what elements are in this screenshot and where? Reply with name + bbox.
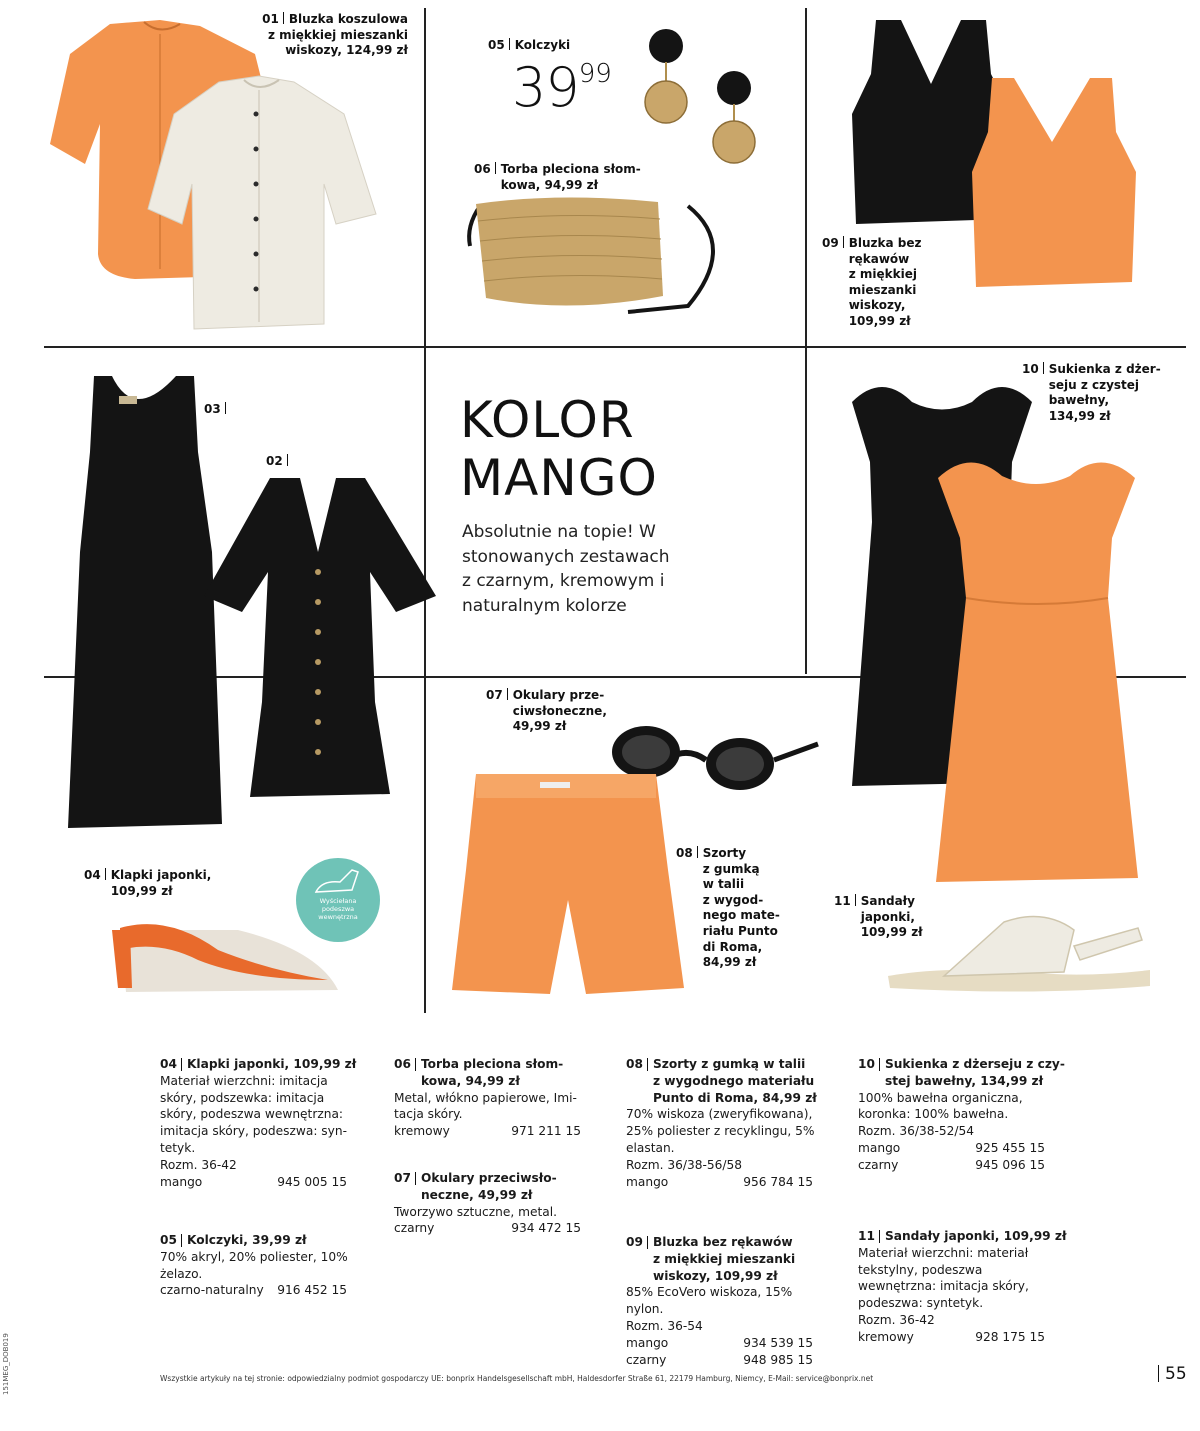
page-number-value: 55 bbox=[1165, 1364, 1187, 1384]
variant-code: 956 784 15 bbox=[743, 1174, 813, 1189]
label-number: 09 bbox=[822, 236, 839, 250]
spec-variant-row bbox=[394, 1220, 609, 1237]
variant-color: mango bbox=[626, 1335, 669, 1350]
label-number: 10 bbox=[1022, 362, 1039, 376]
label-number: 11 bbox=[834, 894, 851, 908]
spec-11 bbox=[858, 1228, 1073, 1346]
spec-variant-row bbox=[626, 1352, 841, 1369]
variant-color: czarny bbox=[626, 1352, 667, 1367]
spec-09 bbox=[626, 1234, 841, 1369]
label-text: Sukienka z dżer- seju z czystej bawełny, 134,99 zł bbox=[1048, 362, 1161, 423]
spec-title: Sandały japonki, 109,99 zł bbox=[884, 1229, 1067, 1243]
spec-number: 07 bbox=[394, 1171, 411, 1185]
label-06 bbox=[474, 162, 641, 193]
spec-title: Okulary przeciwsło- neczne, 49,99 zł bbox=[420, 1171, 557, 1202]
spec-body: Tworzywo sztuczne, metal. bbox=[394, 1204, 557, 1219]
label-text: Bluzka bez rękawów z miękkiej mieszanki wiskozy, 109,99 zł bbox=[848, 236, 922, 328]
spec-variant-row bbox=[858, 1157, 1073, 1174]
spec-05 bbox=[160, 1232, 375, 1299]
spec-variant-row bbox=[858, 1329, 1073, 1346]
spec-body: 70% akryl, 20% poliester, 10% żelazo. bbox=[160, 1249, 348, 1281]
price-main: 39 bbox=[512, 56, 579, 119]
variant-code: 945 005 15 bbox=[277, 1174, 347, 1189]
variant-color: mango bbox=[858, 1141, 901, 1156]
label-02 bbox=[266, 454, 293, 470]
variant-code: 971 211 15 bbox=[511, 1124, 581, 1139]
label-03 bbox=[204, 402, 231, 418]
spec-08 bbox=[626, 1056, 841, 1191]
variant-code: 945 096 15 bbox=[975, 1157, 1045, 1172]
insole-badge-text: Wyściełana podeszwa wewnętrzna bbox=[318, 897, 358, 921]
label-text: Kolczyki bbox=[514, 38, 571, 52]
spec-variant-row bbox=[160, 1174, 375, 1191]
label-number: 06 bbox=[474, 162, 491, 176]
label-number: 03 bbox=[204, 402, 221, 416]
spec-body: Metal, włókno papierowe, Imi- tacja skóry. bbox=[394, 1090, 577, 1122]
spec-title: Sukienka z dżerseju z czy- stej bawełny, 134,99 zł bbox=[884, 1057, 1065, 1088]
spec-title: Szorty z gumką w talii z wygodnego materiału Punto di Roma, 84,99 zł bbox=[652, 1057, 817, 1105]
label-text: Klapki japonki, 109,99 zł bbox=[110, 868, 212, 898]
label-04 bbox=[84, 868, 211, 899]
label-09 bbox=[822, 236, 921, 330]
divider-v-right bbox=[805, 8, 807, 674]
spec-variant-row bbox=[160, 1282, 375, 1299]
variant-code: 928 175 15 bbox=[975, 1329, 1045, 1344]
sleeveless-orange-illustration bbox=[964, 72, 1144, 292]
variant-code: 925 455 15 bbox=[975, 1141, 1045, 1156]
variant-color: czarno-naturalny bbox=[160, 1283, 264, 1298]
spec-number: 11 bbox=[858, 1229, 875, 1243]
label-number: 05 bbox=[488, 38, 505, 52]
label-number: 01 bbox=[262, 12, 279, 26]
earrings-illustration bbox=[636, 24, 786, 174]
spec-title: Kolczyki, 39,99 zł bbox=[186, 1233, 307, 1247]
spec-body: 70% wiskoza (zweryfikowana), 25% poliester z recyklingu, 5% elastan. Rozm. 36/38-56/58 bbox=[626, 1107, 815, 1172]
spec-number: 08 bbox=[626, 1057, 643, 1071]
spec-04 bbox=[160, 1056, 375, 1191]
page-title: KOLOR MANGO bbox=[460, 391, 658, 507]
spec-title: Bluzka bez rękawów z miękkiej mieszanki wiskozy, 109,99 zł bbox=[652, 1235, 796, 1283]
spec-number: 09 bbox=[626, 1235, 643, 1249]
variant-code: 934 539 15 bbox=[743, 1335, 813, 1350]
spec-number: 06 bbox=[394, 1057, 411, 1071]
legal-footer: Wszystkie artykuły na tej stronie: odpowiedzialny podmiot gospodarczy UE: bonprix Handelsgesellschaft mbH, Haldesdorfer Straße 61, 22179 Hamburg, Niemcy, E-Mail: service@bonprix.net bbox=[160, 1374, 874, 1383]
spec-body: 100% bawełna organiczna, koronka: 100% bawełna. Rozm. 36/38-52/54 bbox=[858, 1090, 1023, 1139]
side-code: 151MEG_DOB019 bbox=[2, 1333, 10, 1395]
label-10 bbox=[1022, 362, 1161, 424]
label-01 bbox=[204, 12, 408, 59]
shorts-illustration bbox=[446, 770, 686, 1000]
variant-code: 948 985 15 bbox=[743, 1352, 813, 1367]
straw-bag-illustration bbox=[458, 186, 728, 326]
label-05 bbox=[488, 38, 570, 54]
variant-color: czarny bbox=[394, 1221, 435, 1236]
divider-h-top bbox=[44, 346, 1186, 348]
label-07 bbox=[486, 688, 607, 735]
label-number: 04 bbox=[84, 868, 101, 882]
variant-color: kremowy bbox=[858, 1329, 914, 1344]
label-number: 07 bbox=[486, 688, 503, 702]
page-number bbox=[1158, 1364, 1187, 1384]
spec-variant-row bbox=[394, 1123, 609, 1140]
label-08 bbox=[676, 846, 780, 971]
button-dress-illustration bbox=[200, 472, 440, 802]
variant-color: mango bbox=[160, 1174, 203, 1189]
label-number: 02 bbox=[266, 454, 283, 468]
spec-variant-row bbox=[858, 1140, 1073, 1157]
spec-number: 05 bbox=[160, 1233, 177, 1247]
variant-code: 916 452 15 bbox=[277, 1283, 347, 1298]
label-text: Sandały japonki, 109,99 zł bbox=[860, 894, 923, 940]
label-11 bbox=[834, 894, 923, 941]
label-text: Bluzka koszulowa z miękkiej mieszanki wiskozy, 124,99 zł bbox=[267, 12, 408, 58]
spec-number: 10 bbox=[858, 1057, 875, 1071]
shirt-cream-illustration bbox=[144, 74, 384, 334]
spec-06 bbox=[394, 1056, 609, 1140]
spec-body: 85% EcoVero wiskoza, 15% nylon. Rozm. 36-54 bbox=[626, 1285, 793, 1334]
spec-title: Klapki japonki, 109,99 zł bbox=[186, 1057, 357, 1071]
spec-10 bbox=[858, 1056, 1073, 1174]
variant-color: mango bbox=[626, 1174, 669, 1189]
cream-sandal-illustration bbox=[884, 906, 1154, 996]
variant-color: kremowy bbox=[394, 1124, 450, 1139]
orange-dress-illustration bbox=[930, 448, 1145, 888]
label-number: 08 bbox=[676, 846, 693, 860]
earrings-price bbox=[512, 56, 612, 119]
spec-body: Materiał wierzchni: materiał tekstylny, podeszwa wewnętrzna: imitacja skóry, podeszwa: syntetyk. Rozm. 36-42 bbox=[858, 1245, 1029, 1328]
spec-title: Torba pleciona słom- kowa, 94,99 zł bbox=[420, 1057, 564, 1088]
spec-variant-row bbox=[626, 1174, 841, 1191]
spec-variant-row bbox=[626, 1335, 841, 1352]
shoe-icon bbox=[312, 866, 364, 896]
variant-code: 934 472 15 bbox=[511, 1221, 581, 1236]
spec-number: 04 bbox=[160, 1057, 177, 1071]
spec-body: Materiał wierzchni: imitacja skóry, podszewka: imitacja skóry, podeszwa wewnętrzna: imitacja skóry, podeszwa: syn- tetyk. Rozm. 36-42 bbox=[160, 1073, 347, 1172]
label-text: Szorty z gumką w talii z wygod- nego mate- riału Punto di Roma, 84,99 zł bbox=[702, 846, 780, 970]
variant-color: czarny bbox=[858, 1157, 899, 1172]
label-text: Torba pleciona słom- kowa, 94,99 zł bbox=[500, 162, 641, 192]
price-cents: 99 bbox=[578, 59, 612, 89]
page-subtitle: Absolutnie na topie! W stonowanych zestawach z czarnym, kremowym i naturalnym kolorze bbox=[462, 522, 670, 616]
spec-07 bbox=[394, 1170, 609, 1237]
label-text: Okulary prze- ciwsłoneczne, 49,99 zł bbox=[512, 688, 607, 734]
